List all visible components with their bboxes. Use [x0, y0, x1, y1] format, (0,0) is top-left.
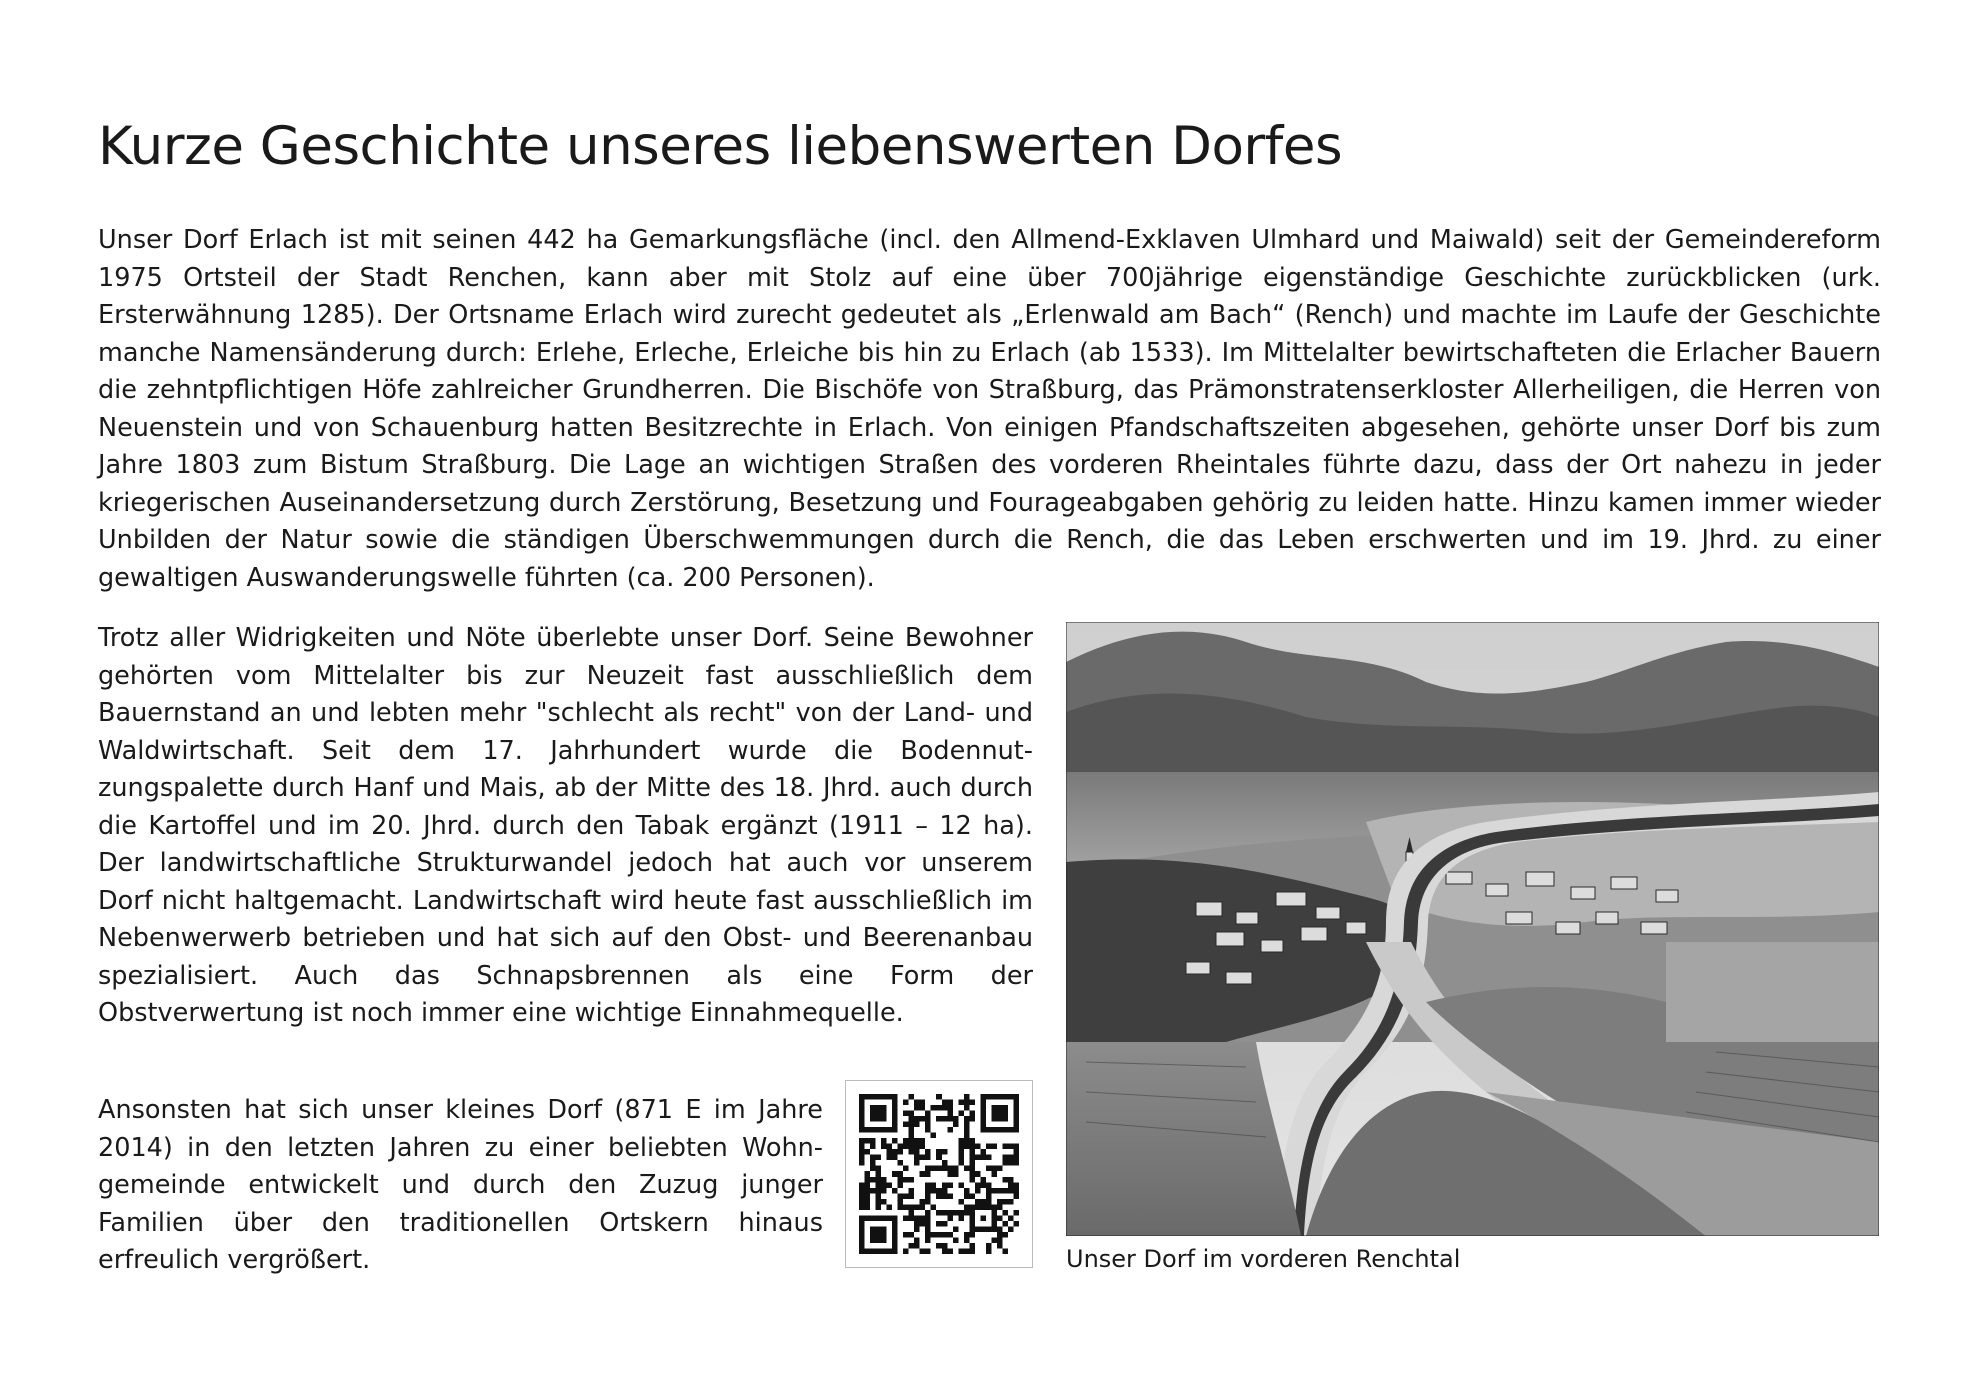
- history-paragraph-present: Ansonsten hat sich unser kleines Dorf (871 E im Jahre 2014) in den letzten Jahren zu einer beliebten Wohngemeinde entwickelt und durch den Zuzug junger Familien über den traditionellen Ortskern hinaus erfreulich vergrößert.: [98, 1095, 823, 1275]
- photo-caption: Unser Dorf im vorderen Renchtal: [1066, 1245, 1461, 1273]
- qr-code[interactable]: [845, 1080, 1033, 1268]
- history-paragraph-agriculture: Trotz aller Widrigkeiten und Nöte überlebte unser Dorf. Seine Bewohner gehörten vom Mittelalter bis zur Neuzeit fast ausschließlich dem Bauernstand an und lebten mehr "schlecht als recht" von der Land- und Waldwirtschaft. Seit dem 17. Jahrhundert wurde die Bodennutzungspalette durch Hanf und Mais, ab der Mitte des 18. Jhrd. auch durch die Kartoffel und im 20. Jhrd. durch den Tabak ergänzt (1911 – 12 ha). Der landwirtschaftliche Strukturwandel jedoch hat auch vor unserem Dorf nicht haltgemacht. Landwirtschaft wird heute fast ausschließlich im Nebenwerwerb betrieben und hat sich auf den Obst- und Beerenanbau spezialisiert. Auch das Schnapsbrennen als eine Form der Obstverwertung ist noch immer eine wichtige Einnahmequelle.: [98, 623, 1033, 1028]
- history-paragraph-intro: Unser Dorf Erlach ist mit seinen 442 ha Gemarkungsfläche (incl. den Allmend-Exklaven Ulmhard und Maiwald) seit der Gemeindereform 1975 Ortsteil der Stadt Renchen, kann aber mit Stolz auf eine über 700jährige eigenständige Geschichte zurückblicken (urk. Ersterwähnung 1285). Der Ortsname Erlach wird zurecht gedeutet als „Erlenwald am Bach“ (Rench) und machte im Laufe der Geschichte manche Namensänderung durch: Erlehe, Erleche, Erleiche bis hin zu Erlach (ab 1533). Im Mittelalter bewirtschafteten die Erlacher Bauern die zehntpflichtigen Höfe zahlreicher Grundherren. Die Bischöfe von Straßburg, das Prämonstratenserkloster Allerheiligen, die Herren von Neuenstein und von Schauenburg hatten Besitzrechte in Erlach. Von einigen Pfandschaftszeiten abgesehen, gehörte unser Dorf bis zum Jahre 1803 zum Bistum Straßburg. Die Lage an wichtigen Straßen des vorderen Rheintales führte dazu, dass der Ort nahezu in jeder kriegerischen Auseinandersetzung durch Zerstörung, Besetzung und Fourageabgaben gehörig zu leiden hatte. Hinzu kamen immer wieder Unbilden der Natur sowie die ständigen Überschwemmungen durch die Rench, die das Leben erschwerten und im 19. Jhrd. zu einer gewaltigen Auswanderungswelle führten (ca. 200 Personen).: [98, 225, 1881, 593]
- aerial-photo-graphic: [1066, 622, 1879, 1236]
- aerial-photo-village: [1066, 622, 1879, 1236]
- page-title: Kurze Geschichte unseres liebenswerten Dorfes: [98, 116, 1343, 177]
- qr-code-icon: [859, 1094, 1019, 1254]
